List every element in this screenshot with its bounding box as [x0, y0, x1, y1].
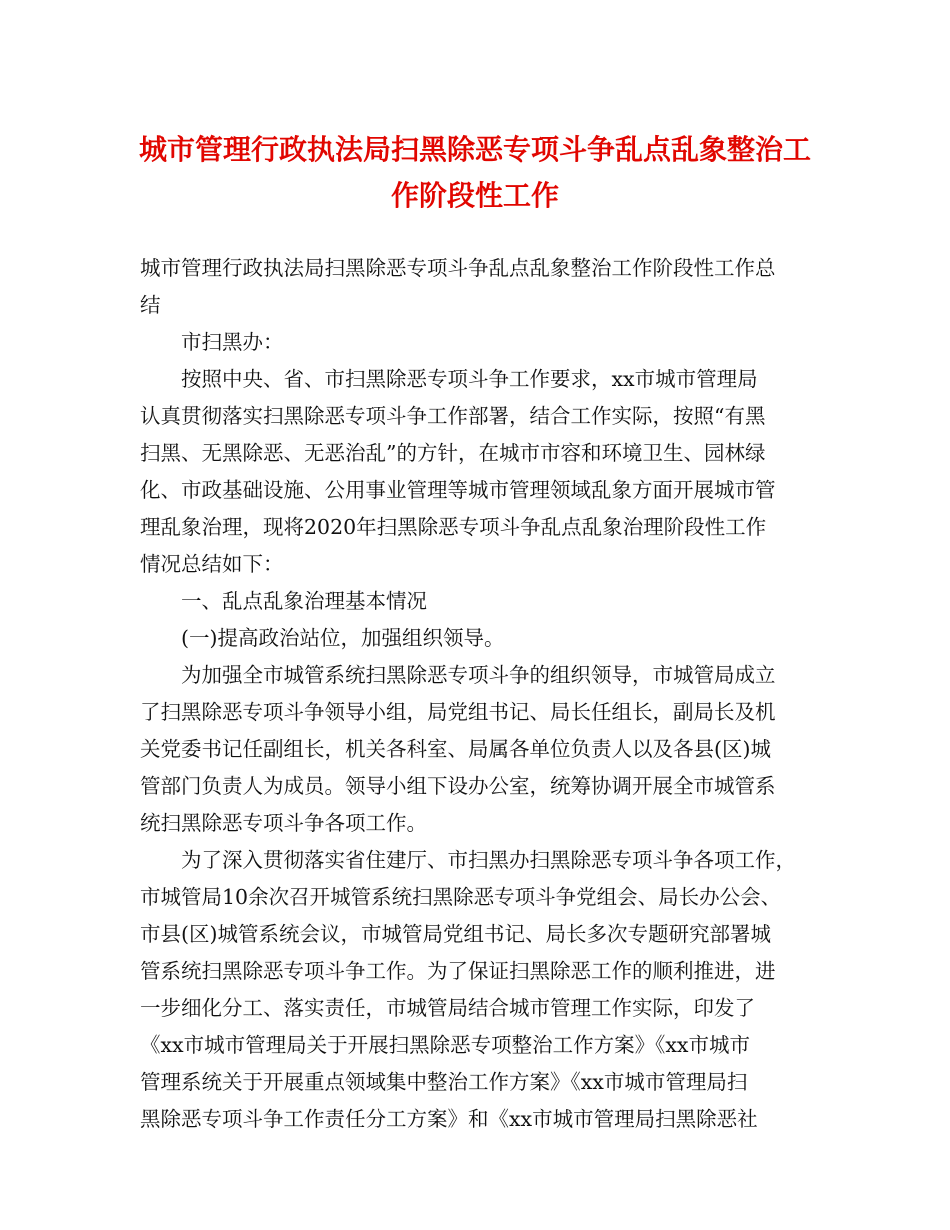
body-line: 市县(区)城管系统会议，市城管局党组书记、局长多次专题研究部署城 [140, 922, 771, 946]
body-line: 市城管局10余次召开城管系统扫黑除恶专项斗争党组会、局长办公会、 [140, 885, 782, 909]
body-line: 情况总结如下： [140, 552, 284, 576]
body-line: 理乱象治理，现将2020年扫黑除恶专项斗争乱点乱象治理阶段性工作 [140, 515, 767, 539]
document-title-line-1: 城市管理行政执法局扫黑除恶专项斗争乱点乱象整治工 [138, 133, 811, 166]
subsection-heading: (一)提高政治站位，加强组织领导。 [181, 626, 505, 650]
body-line: 了扫黑除恶专项斗争领导小组，局党组书记、局长任组长，副局长及机 [140, 700, 776, 724]
body-line: 关党委书记任副组长，机关各科室、局属各单位负责人以及各县(区)城 [140, 737, 771, 761]
body-line: 管理系统关于开展重点领域集中整治工作方案》《xx市城市管理局扫 [140, 1070, 748, 1094]
body-line: 统扫黑除恶专项斗争各项工作。 [140, 811, 427, 835]
body-line: 结 [140, 293, 161, 317]
body-line: 为加强全市城管系统扫黑除恶专项斗争的组织领导，市城管局成立 [181, 663, 776, 687]
body-line: 管部门负责人为成员。领导小组下设办公室，统筹协调开展全市城管系 [140, 774, 776, 798]
body-line: 城市管理行政执法局扫黑除恶专项斗争乱点乱象整治工作阶段性工作总 [140, 256, 776, 280]
body-line: 认真贯彻落实扫黑除恶专项斗争工作部署，结合工作实际，按照“有黑 [140, 404, 766, 428]
body-line: 按照中央、省、市扫黑除恶专项斗争工作要求，xx市城市管理局 [181, 367, 758, 391]
body-line: 一步细化分工、落实责任，市城管局结合城市管理工作实际，印发了 [140, 996, 755, 1020]
body-line: 扫黑、无黑除恶、无恶治乱”的方针，在城市市容和环境卫生、园林绿 [140, 441, 766, 465]
body-line: 化、市政基础设施、公用事业管理等城市管理领域乱象方面开展城市管 [140, 478, 776, 502]
section-heading: 一、乱点乱象治理基本情况 [181, 589, 427, 613]
body-line: 为了深入贯彻落实省住建厅、市扫黑办扫黑除恶专项斗争各项工作， [181, 848, 796, 872]
body-line: 黑除恶专项斗争工作责任分工方案》和《xx市城市管理局扫黑除恶社 [140, 1107, 758, 1131]
body-line: 管系统扫黑除恶专项斗争工作。为了保证扫黑除恶工作的顺利推进，进 [140, 959, 776, 983]
document-title-line-2: 作阶段性工作 [390, 179, 559, 212]
body-line: 市扫黑办： [181, 330, 284, 354]
body-line: 《xx市城市管理局关于开展扫黑除恶专项整治工作方案》《xx市城市 [140, 1033, 750, 1057]
document-body [140, 250, 820, 1138]
